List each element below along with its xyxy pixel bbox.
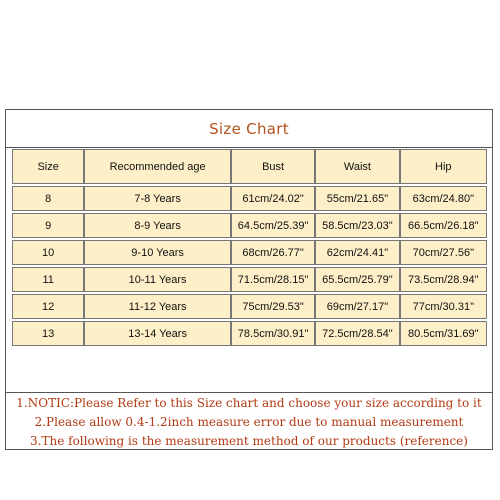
cell-age: 11-12 Years	[84, 294, 231, 319]
table-row	[12, 321, 487, 346]
cell-age: 10-11 Years	[84, 267, 231, 292]
cell-age: 13-14 Years	[84, 321, 231, 346]
cell-age: 7-8 Years	[84, 186, 231, 211]
table-row	[12, 267, 487, 292]
header-size: Size	[12, 149, 84, 184]
header-bust: Bust	[231, 149, 315, 184]
note-line: 1.NOTIC:Please Refer to this Size chart and choose your size according to it	[16, 396, 482, 410]
header-hip: Hip	[400, 149, 487, 184]
cell-hip: 66.5cm/26.18"	[400, 213, 487, 238]
cell-hip: 70cm/27.56"	[400, 240, 487, 265]
cell-bust: 68cm/26.77"	[231, 240, 315, 265]
cell-size: 9	[12, 213, 84, 238]
note-line: 2.Please allow 0.4-1.2inch measure error due to manual measurement	[34, 415, 464, 429]
cell-bust: 71.5cm/28.15"	[231, 267, 315, 292]
cell-size: 8	[12, 186, 84, 211]
title-bar	[6, 110, 492, 148]
table-row	[12, 213, 487, 238]
cell-size: 11	[12, 267, 84, 292]
size-chart-frame	[5, 109, 493, 393]
cell-waist: 55cm/21.65"	[315, 186, 399, 211]
chart-title: Size Chart	[209, 119, 289, 138]
cell-waist: 65.5cm/25.79"	[315, 267, 399, 292]
cell-waist: 69cm/27.17"	[315, 294, 399, 319]
cell-bust: 61cm/24.02"	[231, 186, 315, 211]
cell-age: 9-10 Years	[84, 240, 231, 265]
header-waist: Waist	[315, 149, 399, 184]
cell-bust: 64.5cm/25.39"	[231, 213, 315, 238]
cell-hip: 80.5cm/31.69"	[400, 321, 487, 346]
table-row	[12, 240, 487, 265]
table-header-row	[12, 149, 487, 184]
cell-waist: 58.5cm/23.03"	[315, 213, 399, 238]
cell-age: 8-9 Years	[84, 213, 231, 238]
notes-section	[5, 392, 493, 450]
cell-waist: 62cm/24.41"	[315, 240, 399, 265]
header-recommended-age: Recommended age	[84, 149, 231, 184]
cell-hip: 63cm/24.80"	[400, 186, 487, 211]
table-row	[12, 186, 487, 211]
note-line: 3.The following is the measurement method of our products (reference)	[30, 434, 468, 448]
cell-bust: 75cm/29.53"	[231, 294, 315, 319]
cell-size: 12	[12, 294, 84, 319]
cell-size: 10	[12, 240, 84, 265]
size-table	[12, 147, 487, 348]
cell-bust: 78.5cm/30.91"	[231, 321, 315, 346]
cell-size: 13	[12, 321, 84, 346]
table-row	[12, 294, 487, 319]
cell-waist: 72.5cm/28.54"	[315, 321, 399, 346]
cell-hip: 77cm/30.31"	[400, 294, 487, 319]
cell-hip: 73.5cm/28.94"	[400, 267, 487, 292]
